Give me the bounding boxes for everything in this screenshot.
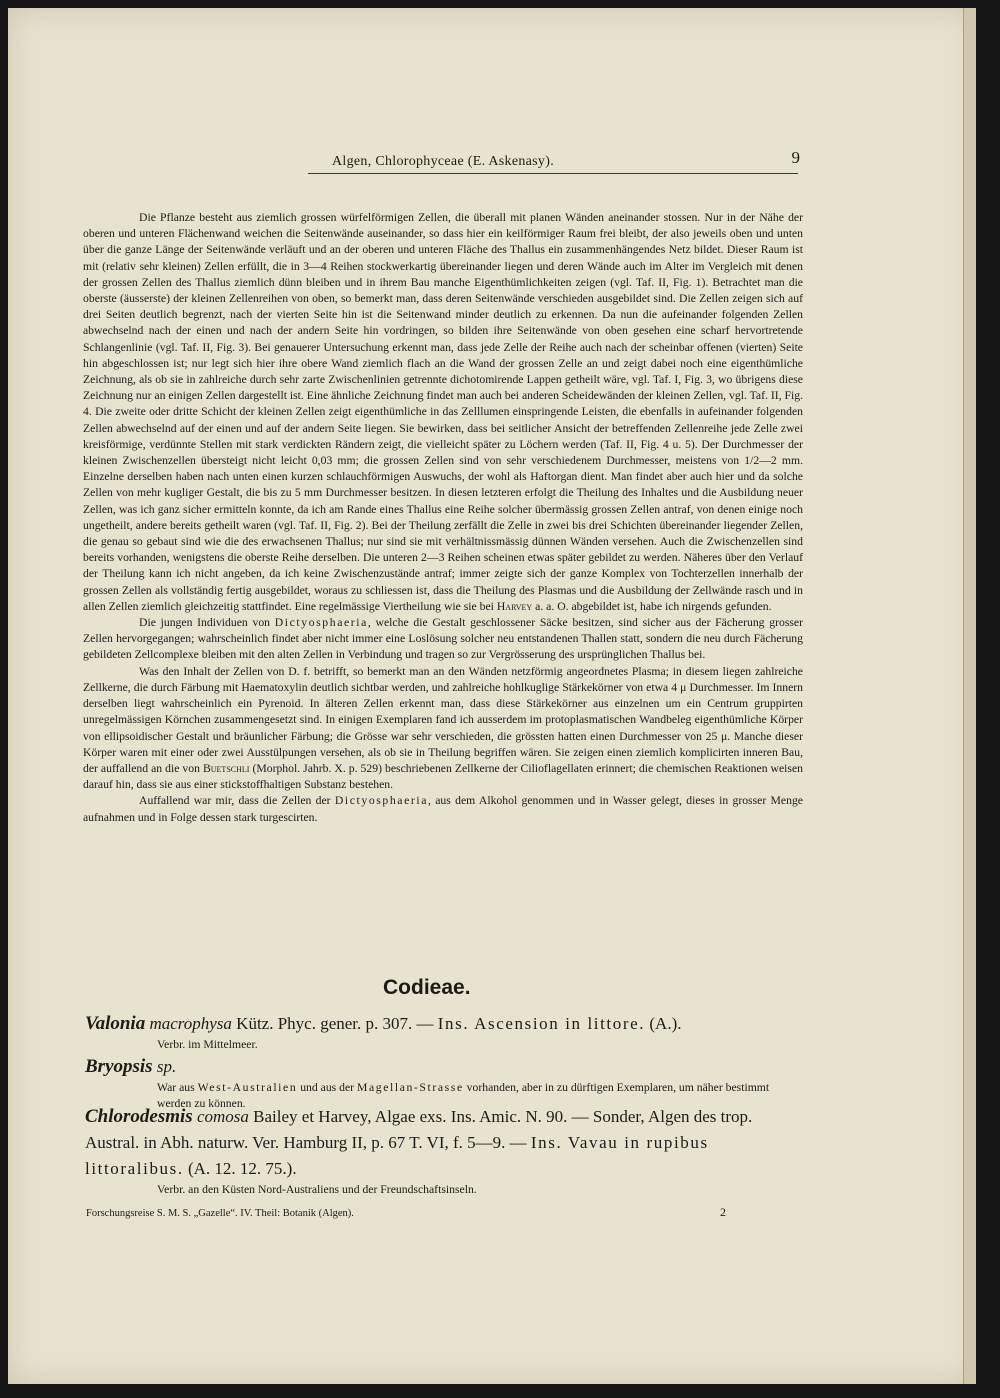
paragraph-1-text-c: a. a. O. abgebildet ist, habe ich nirgends gefunden. [532,599,772,613]
header-rule [308,173,798,174]
paragraph-2 [83,615,803,664]
paragraph-4 [83,793,803,825]
taxon-genus: Valonia [85,1013,146,1034]
page-edge [963,8,976,1384]
taxon-locality: Ins. Ascension in littore. [437,1014,646,1033]
taxon-epithet: macrophysa [149,1014,232,1033]
signature-mark: 2 [720,1205,726,1219]
author-name: Harvey [496,599,533,613]
paragraph-1-text-a: Die Pflanze besteht aus ziemlich grossen würfelförmigen Zellen, die überall mit planen Wänden aneinander stossen. Nur in der Nähe der oberen und unteren Flächenwand weichen die Seitenwände auseinander, so dass hier ein keilförmiger Raum frei bleibt, der also jeweils oben und unten über die ganze Länge der Seitenwände verläuft und an der oberen und unteren Fläche des Thallus ein zusammenhängendes Netz bildet. Dieser Raum ist mit (relativ sehr kleinen) Zellen erfüllt, die in 3—4 Reihen stockwerkartig übereinander liegen und deren Wände auch im Alter im Vergleich mit denen der grossen Zellen des Thallus ziemlich dünn bleiben und in ihrem Bau manche Eigenthümlichkeiten zeigen (vgl. Taf. II, Fig. 1). Betrachtet man die oberste (äusserste) der kleinen Zellenreihen von oben, so bemerkt man, dass deren Seitenwände verschieden ausgebildet sind. Die Zellen zeigen sich auf drei Seiten deutlich begrenzt, nach der vierten Seite hin ist die Seitenwand minder deutlich zu erkennen. Da nun die aufeinander folgenden Zellen abwechselnd nach der einen und nach der andern Seite hin vordringen, so bilden ihre Seitenwände von oben gesehen eine scharf hervortretende Schlangenlinie (vgl. Taf. II, Fig. 3). Bei genauerer Untersuchung erkennt man, dass jede Zelle der Reihe auch nach der scheinbar offenen (vierten) Seite hin abgeschlossen ist; nur legt sich hier ihre obere Wand ziemlich flach an die Wand der grossen Zelle an und zeigt dabei noch eine eigenthümliche Zeichnung, als ob sie in zahlreiche durch sehr zarte Zwischenlinien getrennte dichotomirende Lappen getheilt wäre, vgl. Taf. I, Fig. 3, wo übrigens diese Zeichnung nur an einigen Zellen dargestellt ist. Eine ähnliche Zeichnung findet man auch bei anderen Scheidewänden der kleinen Zellen, vgl. Taf. II, Fig. 4. Die zweite oder dritte Schicht der kleinen Zellen zeigt eigenthümliche in das Zelllumen einspringende Leisten, die ebenfalls in aufeinander folgenden Zellen abwechselnd auf der einen und auf der andern Seite liegen. Sie bewirken, dass bei seitlicher Ansicht der betreffenden Zellenreihe jede Zelle zwei kreisförmige, verdünnte Stellen mit stark verdickten Rändern zeigt, die vielleicht später zu Löchern werden (Taf. II, Fig. 4 u. 5). Der Durchmesser der kleinen Zwischenzellen übersteigt nicht leicht 0,03 mm; die grossen Zellen sind von sehr verschiedenem Durchmesser, meistens von [83,211,803,468]
taxon-suffix: (A.). [645,1014,682,1033]
note-text-b: und aus der [297,1081,357,1094]
footer-imprint: Forschungsreise S. M. S. „Gazelle“. IV. Theil: Botanik (Algen). [86,1208,354,1219]
distribution-note: Verbr. an den Küsten Nord-Australiens und der Freundschaftsinseln. [157,1183,477,1196]
note-locality-2: Magellan-Strasse [357,1081,464,1094]
taxon-entry-chlorodesmis [85,1104,803,1198]
note-text-c: vorhanden, aber in zu dürftigen Exemplaren, um näher bestimmt werden zu können. [157,1081,770,1110]
taxon-locality: Ins. Vavau in rupibus littoralibus. [85,1133,709,1178]
taxon-genus: Bryopsis [85,1056,153,1077]
taxon-line [85,1054,803,1080]
paragraph-3-text-b: (Morphol. Jahrb. X. p. 529) beschriebenen Zellkerne der Cilioflagellaten erinnert; die chemischen Reaktionen weisen darauf hin, dass sie aus einer stickstoffhaltigen Substanz bestehen. [83,761,803,792]
section-heading: Codieae. [383,976,471,999]
fraction: 1/2 [744,454,760,468]
genus-name: Dictyosphaeria [334,794,429,808]
taxon-line [85,1011,803,1037]
paragraph-2-text-b: , welche die Gestalt geschlossener Säcke besitzen, sind sicher aus der Fächerung grosser Zellen hervorgegangen; wahrscheinlich findet aber nicht immer eine Loslösung solcher neu entstandenen Thallen statt, sondern die neu durch Fächerung gebildeten Zellcomplexe bleiben mit den alten Zellen in Verbindung und tragen so zur Vergrösserung des ursprünglichen Thallus bei. [83,616,803,662]
taxon-epithet: sp. [156,1057,177,1076]
taxon-citation: Kütz. Phyc. gener. p. 307. — [231,1014,438,1033]
taxon-entry-valonia [85,1011,803,1053]
taxon-genus: Chlorodesmis [85,1106,193,1127]
taxon-suffix: (A. 12. 12. 75.). [183,1159,297,1178]
note-locality-1: West-Australien [197,1081,298,1094]
body-text [83,210,803,826]
taxon-citation: Bailey et Harvey, Algae exs. Ins. Amic. N. 90. — Sonder, Algen des trop. Austral. in Abh. naturw. Ver. Hamburg II, p. 67 T. VI, f. 5—9. — [85,1107,753,1152]
taxon-line [85,1104,803,1182]
paragraph-2-text-a: Die jungen Individuen von [139,616,275,630]
paragraph-3 [83,664,803,794]
paragraph-1 [83,210,803,615]
book-page [8,8,976,1384]
taxon-epithet: comosa [196,1107,249,1126]
author-name: Buetschli [202,761,250,775]
paragraph-4-text-a: Auffallend war mir, dass die Zellen der [139,794,335,808]
distribution-note: Verbr. im Mittelmeer. [157,1038,258,1051]
paragraph-4-text-b: , aus dem Alkohol genommen und in Wasser gelegt, dieses in grosser Menge aufnahmen und in Folge dessen stark turgescirten. [83,794,803,824]
page-number: 9 [791,148,800,167]
note-text-a: War aus [157,1081,198,1094]
paragraph-1-text-b: —2 mm. Einzelne derselben haben nach unten einen kurzen schlauchförmigen Auswuchs, der wohl als Haftorgan dient. Man findet aber auch hier und da solche Zellen von mehr kugliger Gestalt, die bis zu 5 mm Durchmesser besitzen. In diesen letzteren erfolgt die Theilung des Inhaltes und die Ausbildung neuer Zellen, was ich ganz sicher ermitteln konnte, da ich am Rande eines Thallus eine Reihe solcher übermässig grossen Zellen antraf, von denen einige noch ungetheilt, andere bereits getheilt waren (vgl. Taf. II, Fig. 2). Bei der Theilung zerfällt die Zelle in zwei bis drei Schichten übereinander liegender Zellen, die genau so gebaut sind wie die des erwachsenen Thallus; nur sind sie mit verhältnissmässig dünnen Wänden versehen. Auch die Zwischenzellen sind bereits vorhanden, wenigstens die oberste Reihe derselben. Die unteren 2—3 Reihen scheinen etwas später gebildet zu werden. Näheres über den Verlauf der Theilung kann ich nicht angeben, da ich keine Zwischenzustände antraf; immer zeigte sich der ganze Komplex von Tochterzellen innerhalb der grossen Zellen als vollständig fertig ausgebildet, woraus zu schliessen ist, dass die Theilung des Plasmas und die Ausbildung der Zellwände rasch und in allen Zellen ziemlich gleichzeitig stattfindet. Eine regelmässige Viertheilung wie sie bei [83,454,804,613]
paragraph-3-text-a: Was den Inhalt der Zellen von D. f. betrifft, so bemerkt man an den Wänden netzförmig angeordnetes Plasma; in diesem liegen zahlreiche Zellkerne, die durch Färbung mit Haematoxylin deutlich sichtbar werden, und zahlreiche hohlkuglige Stärkekörner von etwa 4 μ Durchmesser. Im Innern derselben liegt wahrscheinlich ein Pyrenoid. In älteren Zellen erkennt man, dass diese Stärkekörner aus einzelnen um ein Centrum gruppirten unregelmässigen Körnchen zusammengesetzt sind. In einigen Exemplaren fand ich ausserdem im protoplasmatischen Wandbeleg eigenthümliche Körper von ellipsoidischer Gestalt und bräunlicher Färbung; die Grösse war sehr verschieden, die grössten hatten einen Durchmesser von 25 μ. Manche dieser Körper waren mit einer oder zwei Ausstülpungen versehen, als ob sie in Theilung begriffen wären. Sie zeigen einen ziemlich komplicirten inneren Bau, der auffallend an die von [83,664,803,775]
genus-name: Dictyosphaeria [274,616,368,630]
running-title: Algen, Chlorophyceae (E. Askenasy). [332,154,554,169]
